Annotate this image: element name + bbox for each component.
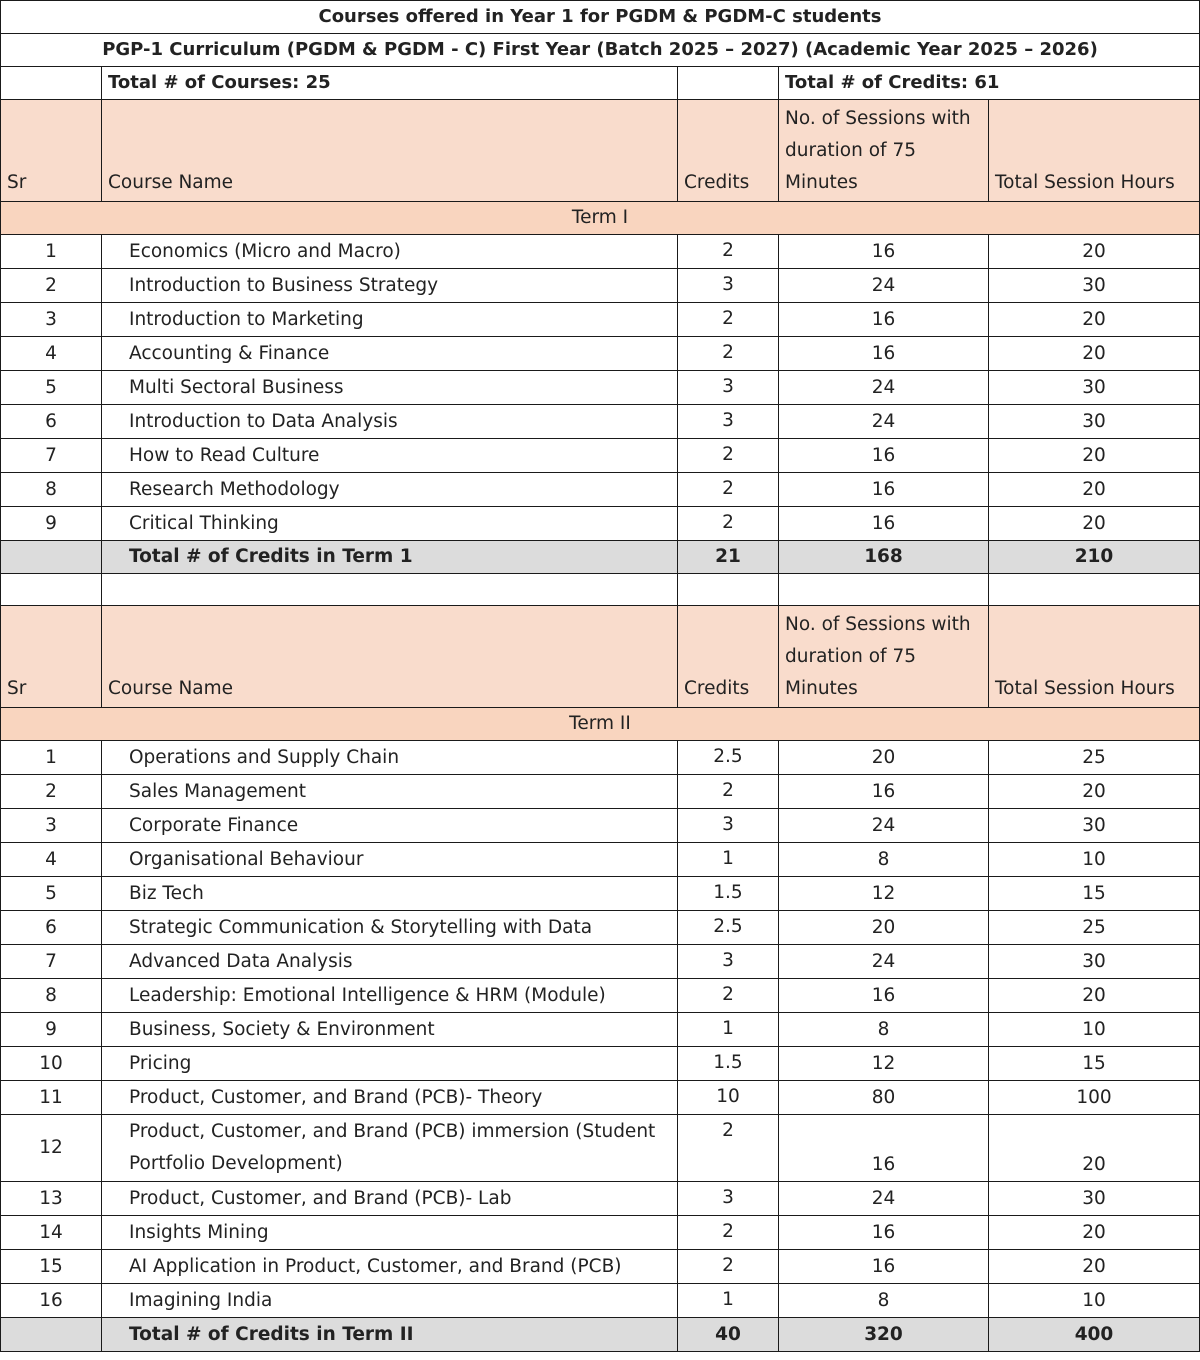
course-row [1,1047,1200,1081]
course-row [1,809,1200,843]
course-row [1,843,1200,877]
course-credits: 1 [678,843,779,877]
course-credits: 3 [678,371,779,405]
header-sessions: No. of Sessions with duration of 75 Minutes [779,606,989,708]
course-credits: 3 [678,945,779,979]
header-course-name: Course Name [102,100,678,202]
course-sr: 8 [1,473,102,507]
course-sessions: 16 [779,337,989,371]
course-row [1,439,1200,473]
header-sessions: No. of Sessions with duration of 75 Minutes [779,100,989,202]
course-row [1,1216,1200,1250]
course-sr: 8 [1,979,102,1013]
course-row [1,473,1200,507]
course-name: How to Read Culture [102,439,678,473]
course-hours: 25 [989,741,1200,775]
course-credits: 2 [678,507,779,541]
page-title: Courses offered in Year 1 for PGDM & PGDM-C students [1,1,1200,34]
header-sr: Sr [1,100,102,202]
course-name: Sales Management [102,775,678,809]
course-row [1,507,1200,541]
course-sessions: 16 [779,775,989,809]
term2-total-hours: 400 [989,1318,1200,1352]
course-sessions: 8 [779,1284,989,1318]
term2-total-row [1,1318,1200,1352]
course-hours: 15 [989,877,1200,911]
course-sessions: 8 [779,843,989,877]
course-sr: 11 [1,1081,102,1115]
term1-total-label: Total # of Credits in Term 1 [102,541,678,574]
course-credits: 10 [678,1081,779,1115]
course-hours: 20 [989,1216,1200,1250]
term2-total-sessions: 320 [779,1318,989,1352]
term1-total-hours: 210 [989,541,1200,574]
course-row [1,741,1200,775]
course-sr: 9 [1,1013,102,1047]
empty-cell [678,574,779,606]
course-sr: 4 [1,843,102,877]
course-sessions: 12 [779,877,989,911]
course-sessions: 16 [779,439,989,473]
course-sr: 9 [1,507,102,541]
course-row [1,1013,1200,1047]
course-sessions: 16 [779,507,989,541]
course-sessions: 16 [779,303,989,337]
course-sessions: 24 [779,371,989,405]
course-sessions: 24 [779,1182,989,1216]
course-sessions: 16 [779,1115,989,1182]
course-sessions: 16 [779,1216,989,1250]
course-name: Pricing [102,1047,678,1081]
course-sessions: 12 [779,1047,989,1081]
course-name: Corporate Finance [102,809,678,843]
course-sr: 5 [1,371,102,405]
course-hours: 100 [989,1081,1200,1115]
header-credits: Credits [678,606,779,708]
course-credits: 3 [678,405,779,439]
header-sr: Sr [1,606,102,708]
term2-header-row [1,606,1200,708]
empty-cell [1,1318,102,1352]
empty-cell [1,67,102,100]
header-total-hours: Total Session Hours [989,100,1200,202]
course-hours: 30 [989,945,1200,979]
course-name: Multi Sectoral Business [102,371,678,405]
course-credits: 2 [678,473,779,507]
course-hours: 20 [989,235,1200,269]
course-sessions: 24 [779,945,989,979]
course-sr: 15 [1,1250,102,1284]
course-hours: 15 [989,1047,1200,1081]
course-credits: 2 [678,439,779,473]
total-credits: Total # of Credits: 61 [779,67,1200,100]
term1-total-credits: 21 [678,541,779,574]
course-name: Introduction to Data Analysis [102,405,678,439]
course-name: Research Methodology [102,473,678,507]
course-credits: 2 [678,303,779,337]
course-row [1,235,1200,269]
course-row [1,877,1200,911]
course-row [1,371,1200,405]
course-sr: 2 [1,775,102,809]
course-sessions: 16 [779,473,989,507]
course-row [1,1081,1200,1115]
course-sr: 12 [1,1115,102,1182]
course-hours: 10 [989,843,1200,877]
course-row [1,775,1200,809]
course-sr: 3 [1,809,102,843]
course-sr: 2 [1,269,102,303]
course-hours: 20 [989,303,1200,337]
course-name: AI Application in Product, Customer, and Brand (PCB) [102,1250,678,1284]
course-row [1,1182,1200,1216]
course-hours: 25 [989,911,1200,945]
course-sessions: 8 [779,1013,989,1047]
course-sessions: 20 [779,911,989,945]
course-hours: 10 [989,1013,1200,1047]
course-hours: 30 [989,405,1200,439]
course-row [1,1250,1200,1284]
course-sr: 6 [1,405,102,439]
course-name: Introduction to Marketing [102,303,678,337]
term1-label: Term I [1,202,1200,235]
course-credits: 2 [678,775,779,809]
term1-header-row [1,100,1200,202]
course-sessions: 24 [779,269,989,303]
course-row [1,269,1200,303]
course-name: Product, Customer, and Brand (PCB)- Theory [102,1081,678,1115]
course-name: Organisational Behaviour [102,843,678,877]
header-course-name: Course Name [102,606,678,708]
course-row [1,337,1200,371]
term2-label: Term II [1,708,1200,741]
course-row [1,1115,1200,1182]
course-hours: 30 [989,269,1200,303]
course-credits: 2 [678,1250,779,1284]
course-hours: 20 [989,507,1200,541]
course-credits: 2 [678,1216,779,1250]
course-sr: 1 [1,741,102,775]
course-credits: 2 [678,979,779,1013]
course-sessions: 24 [779,405,989,439]
course-sr: 7 [1,945,102,979]
course-credits: 2 [678,235,779,269]
empty-cell [1,574,102,606]
course-sr: 6 [1,911,102,945]
course-sr: 10 [1,1047,102,1081]
course-sr: 5 [1,877,102,911]
course-hours: 20 [989,439,1200,473]
course-sessions: 16 [779,979,989,1013]
course-name: Accounting & Finance [102,337,678,371]
course-name: Imagining India [102,1284,678,1318]
course-name: Biz Tech [102,877,678,911]
course-sessions: 16 [779,1250,989,1284]
course-name: Leadership: Emotional Intelligence & HRM (Module) [102,979,678,1013]
course-row [1,303,1200,337]
term1-total-sessions: 168 [779,541,989,574]
term2-total-label: Total # of Credits in Term II [102,1318,678,1352]
empty-cell [989,574,1200,606]
course-sr: 3 [1,303,102,337]
term2-total-credits: 40 [678,1318,779,1352]
course-row [1,979,1200,1013]
course-sr: 1 [1,235,102,269]
course-credits: 2.5 [678,911,779,945]
course-name: Advanced Data Analysis [102,945,678,979]
header-credits: Credits [678,100,779,202]
course-name: Operations and Supply Chain [102,741,678,775]
course-row [1,945,1200,979]
header-total-hours: Total Session Hours [989,606,1200,708]
course-name: Product, Customer, and Brand (PCB) immersion (Student Portfolio Development) [102,1115,678,1182]
course-hours: 30 [989,809,1200,843]
course-hours: 20 [989,473,1200,507]
course-credits: 2 [678,1115,779,1182]
spacer-row [1,574,1200,606]
course-hours: 20 [989,979,1200,1013]
term1-total-row [1,541,1200,574]
course-credits: 1 [678,1013,779,1047]
course-row [1,911,1200,945]
course-hours: 20 [989,1250,1200,1284]
empty-cell [678,67,779,100]
course-credits: 1.5 [678,1047,779,1081]
course-credits: 2 [678,337,779,371]
course-row [1,405,1200,439]
course-credits: 2.5 [678,741,779,775]
course-sr: 4 [1,337,102,371]
course-name: Critical Thinking [102,507,678,541]
course-row [1,1284,1200,1318]
course-name: Strategic Communication & Storytelling with Data [102,911,678,945]
course-hours: 10 [989,1284,1200,1318]
course-sr: 7 [1,439,102,473]
course-sessions: 24 [779,809,989,843]
total-courses: Total # of Courses: 25 [102,67,678,100]
course-credits: 3 [678,1182,779,1216]
empty-cell [779,574,989,606]
course-sessions: 20 [779,741,989,775]
course-credits: 3 [678,809,779,843]
course-hours: 20 [989,775,1200,809]
course-hours: 20 [989,1115,1200,1182]
course-name: Economics (Micro and Macro) [102,235,678,269]
course-name: Product, Customer, and Brand (PCB)- Lab [102,1182,678,1216]
course-credits: 1 [678,1284,779,1318]
empty-cell [1,541,102,574]
course-sessions: 16 [779,235,989,269]
course-hours: 20 [989,337,1200,371]
course-hours: 30 [989,371,1200,405]
empty-cell [102,574,678,606]
course-credits: 1.5 [678,877,779,911]
course-name: Business, Society & Environment [102,1013,678,1047]
course-name: Insights Mining [102,1216,678,1250]
course-sr: 13 [1,1182,102,1216]
curriculum-subtitle: PGP-1 Curriculum (PGDM & PGDM - C) First Year (Batch 2025 – 2027) (Academic Year 2025 – 2026) [1,34,1200,67]
course-credits: 3 [678,269,779,303]
course-hours: 30 [989,1182,1200,1216]
course-name: Introduction to Business Strategy [102,269,678,303]
course-sr: 16 [1,1284,102,1318]
course-sessions: 80 [779,1081,989,1115]
course-sr: 14 [1,1216,102,1250]
